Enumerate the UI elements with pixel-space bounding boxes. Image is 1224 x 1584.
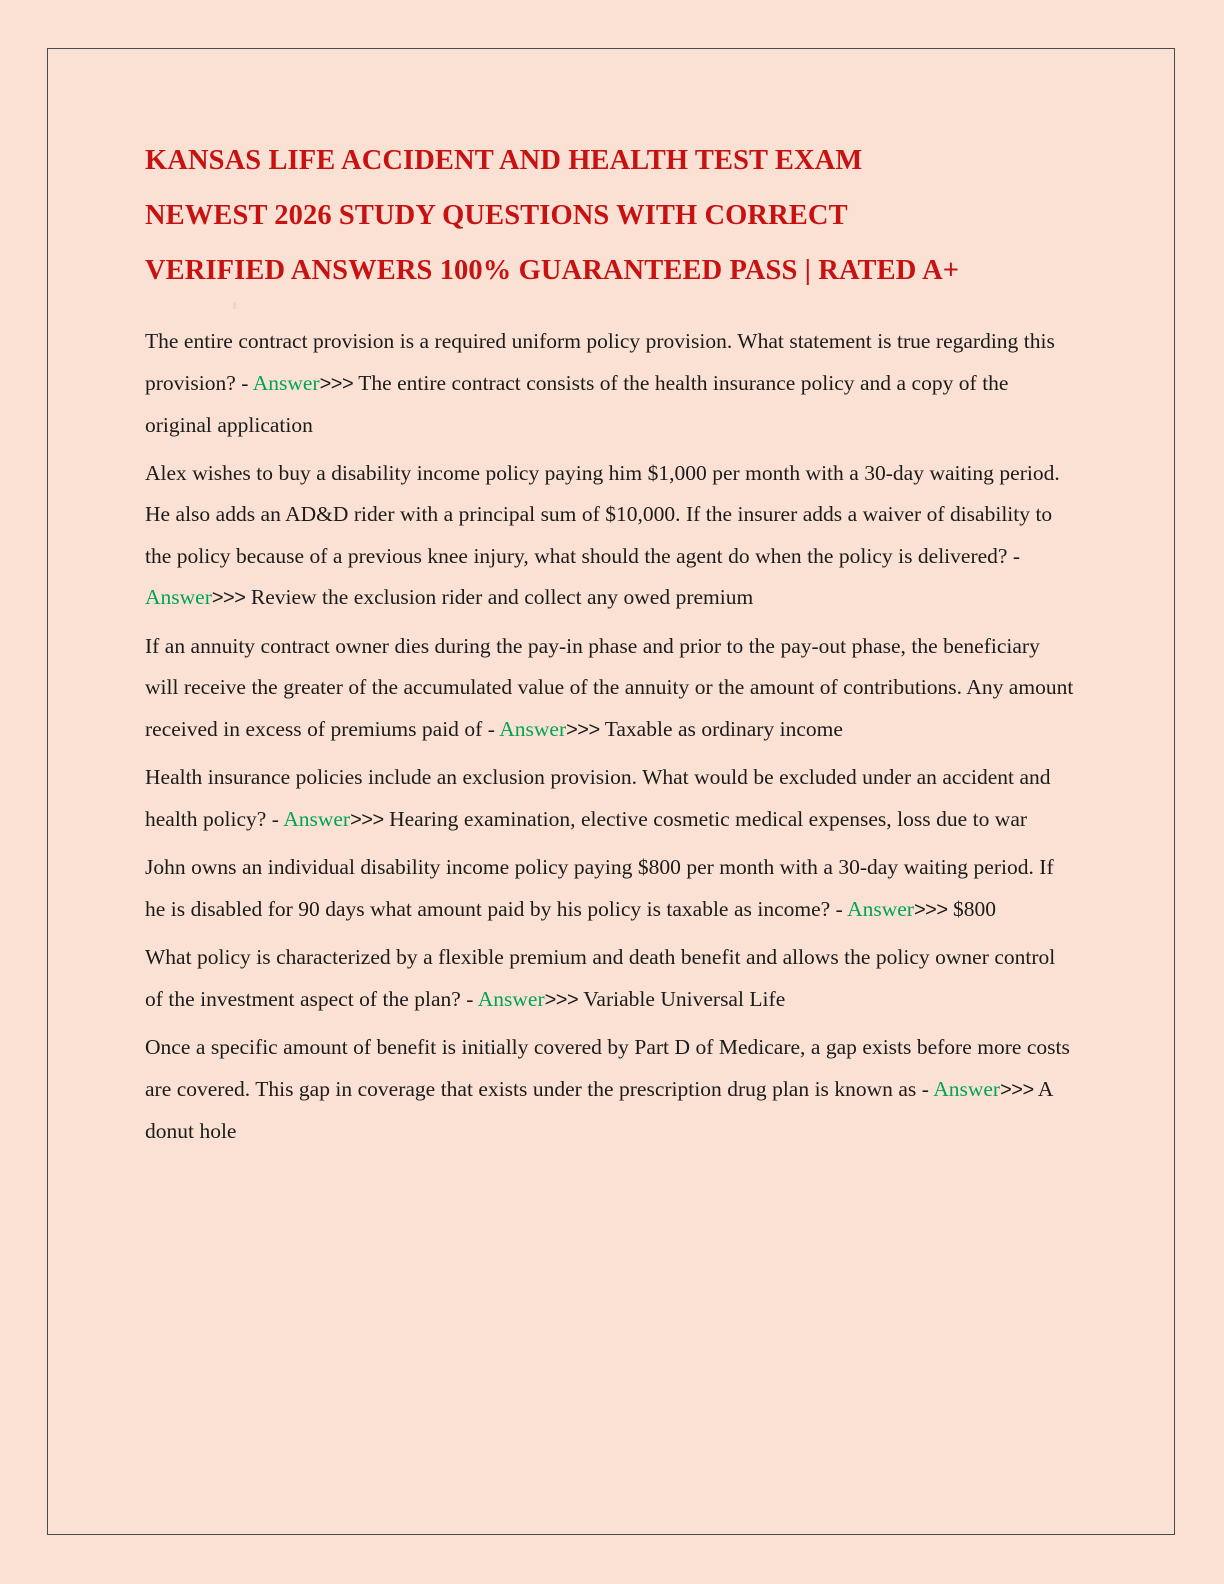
answer-arrows: >>> (1000, 1078, 1034, 1101)
qa-paragraph (145, 757, 1075, 841)
answer-label: Answer (477, 986, 545, 1011)
question-text: Once a specific amount of benefit is initially covered by Part D of Medicare, a gap exists before more costs are covered. This gap in coverage that exists under the prescription drug plan is known as - (145, 1035, 1070, 1101)
answer-label: Answer (252, 370, 320, 395)
answer-label: Answer (933, 1076, 1001, 1101)
answer-arrows: >>> (544, 988, 579, 1011)
question-text: If an annuity contract owner dies during the pay-in phase and prior to the pay-out phase, the beneficiary will receive the greater of the accumulated value of the annuity or the amount of contributions. Any amount received in excess of premiums paid of - (145, 633, 1074, 741)
qa-paragraph (145, 847, 1075, 931)
answer-arrows: >>> (319, 372, 354, 395)
title-line-1: KANSAS LIFE ACCIDENT AND HEALTH TEST EXAM (145, 145, 863, 176)
answer-arrows: >>> (913, 898, 948, 921)
document-content (145, 133, 1075, 1159)
answer-label: Answer (499, 716, 567, 741)
qa-paragraph (145, 626, 1075, 752)
question-text: What policy is characterized by a flexible premium and death benefit and allows the policy owner control of the investment aspect of the plan? - (145, 945, 1056, 1011)
answer-text: Hearing examination, elective cosmetic medical expenses, loss due to war (383, 806, 1028, 831)
answer-text: Taxable as ordinary income (599, 716, 843, 741)
page-title (145, 133, 1075, 298)
answer-text: $800 (947, 896, 996, 921)
question-text: John owns an individual disability income policy paying $800 per month with a 30-day waiting period. If he is disabled for 90 days what amount paid by his policy is taxable as income? - (145, 855, 1054, 921)
answer-text: Review the exclusion rider and collect any owed premium (245, 585, 754, 609)
question-text: Health insurance policies include an exclusion provision. What would be excluded under an accident and health policy? - (145, 765, 1051, 831)
answer-label: Answer (283, 806, 351, 831)
title-line-2: NEWEST 2026 STUDY QUESTIONS WITH CORRECT (145, 200, 848, 231)
answer-arrows: >>> (350, 808, 384, 831)
qa-paragraph (145, 937, 1075, 1021)
title-body-spacer (145, 298, 1075, 321)
answer-label: Answer (145, 585, 212, 609)
answer-text: The entire contract consists of the health insurance policy and a copy of the original application (145, 370, 1009, 437)
qa-paragraph (145, 321, 1075, 447)
answer-arrows: >>> (566, 718, 600, 741)
qa-paragraph (145, 453, 1075, 620)
answer-text: A donut hole (145, 1076, 1053, 1143)
title-line-3: VERIFIED ANSWERS 100% GUARANTEED PASS | RATED A+ (145, 255, 960, 286)
question-text: The entire contract provision is a required uniform policy provision. What statement is true regarding this provision? - (145, 329, 1055, 395)
answer-arrows: >>> (211, 587, 246, 609)
answer-label: Answer (847, 896, 914, 921)
qa-list (145, 321, 1075, 1153)
qa-paragraph (145, 1027, 1075, 1153)
question-text: Alex wishes to buy a disability income policy paying him $1,000 per month with a 30-day waiting period. He also adds an AD&D rider with a principal sum of $10,000. If the insurer adds a waiver of disability to the policy because of a previous knee injury, what should the agent do when the policy is delivered? - (145, 460, 1060, 568)
answer-text: Variable Universal Life (578, 986, 786, 1011)
